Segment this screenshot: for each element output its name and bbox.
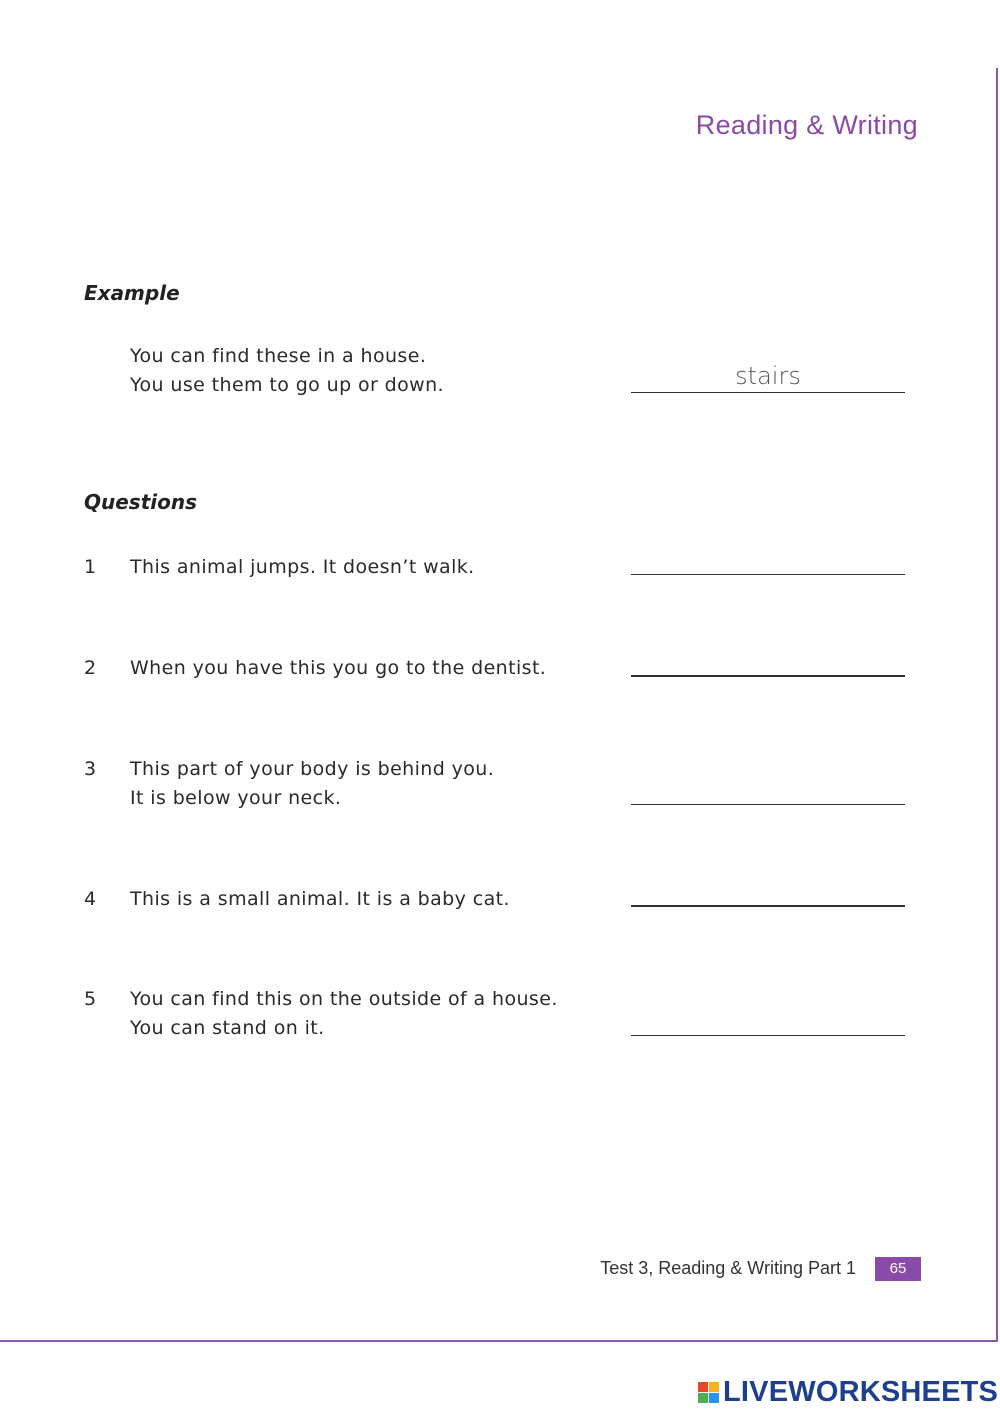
question-3-line-2: It is below your neck. (130, 787, 342, 809)
answer-line-2[interactable] (631, 675, 905, 677)
example-text (130, 342, 444, 400)
answer-line-3[interactable] (631, 804, 905, 805)
logo-text: LIVEWORKSHEETS (723, 1376, 999, 1408)
page-number: 65 (875, 1257, 921, 1281)
question-text-2 (130, 654, 546, 683)
question-2-line-1: When you have this you go to the dentist. (130, 657, 547, 679)
logo-square-green (698, 1393, 708, 1403)
question-number-3: 3 (84, 758, 97, 780)
question-number-1: 1 (84, 556, 97, 578)
question-5-line-2: You can stand on it. (130, 1017, 325, 1039)
question-text-4 (130, 885, 510, 914)
question-number-5: 5 (84, 988, 97, 1010)
question-number-4: 4 (84, 888, 97, 910)
liveworksheets-logo[interactable] (698, 1376, 998, 1409)
answer-line-1[interactable] (631, 574, 905, 575)
question-4-line-1: This is a small animal. It is a baby cat. (130, 888, 510, 910)
answer-line-4[interactable] (631, 905, 905, 907)
logo-square-red (698, 1382, 708, 1392)
example-line-2: You use them to go up or down. (130, 374, 444, 396)
question-3-line-1: This part of your body is behind you. (130, 758, 495, 780)
questions-heading: Questions (84, 490, 198, 514)
footer-text: Test 3, Reading & Writing Part 1 (600, 1258, 856, 1278)
question-text-3 (130, 755, 494, 813)
section-title: Reading & Writing (695, 110, 918, 140)
example-answer: stairs (735, 362, 801, 390)
logo-square-blue (709, 1393, 719, 1403)
logo-mark-icon (698, 1382, 719, 1403)
question-1-line-1: This animal jumps. It doesn’t walk. (130, 556, 475, 578)
question-number-2: 2 (84, 657, 97, 679)
logo-square-yellow (709, 1382, 719, 1392)
question-5-line-1: You can find this on the outside of a house. (130, 988, 558, 1010)
example-heading: Example (84, 281, 180, 305)
answer-line-5[interactable] (631, 1035, 905, 1036)
page-border-right (996, 68, 998, 1342)
example-line-1: You can find these in a house. (130, 345, 427, 367)
question-text-5 (130, 985, 558, 1043)
example-answer-line (631, 392, 905, 393)
question-text-1 (130, 553, 475, 582)
page-border-bottom (0, 1340, 998, 1342)
